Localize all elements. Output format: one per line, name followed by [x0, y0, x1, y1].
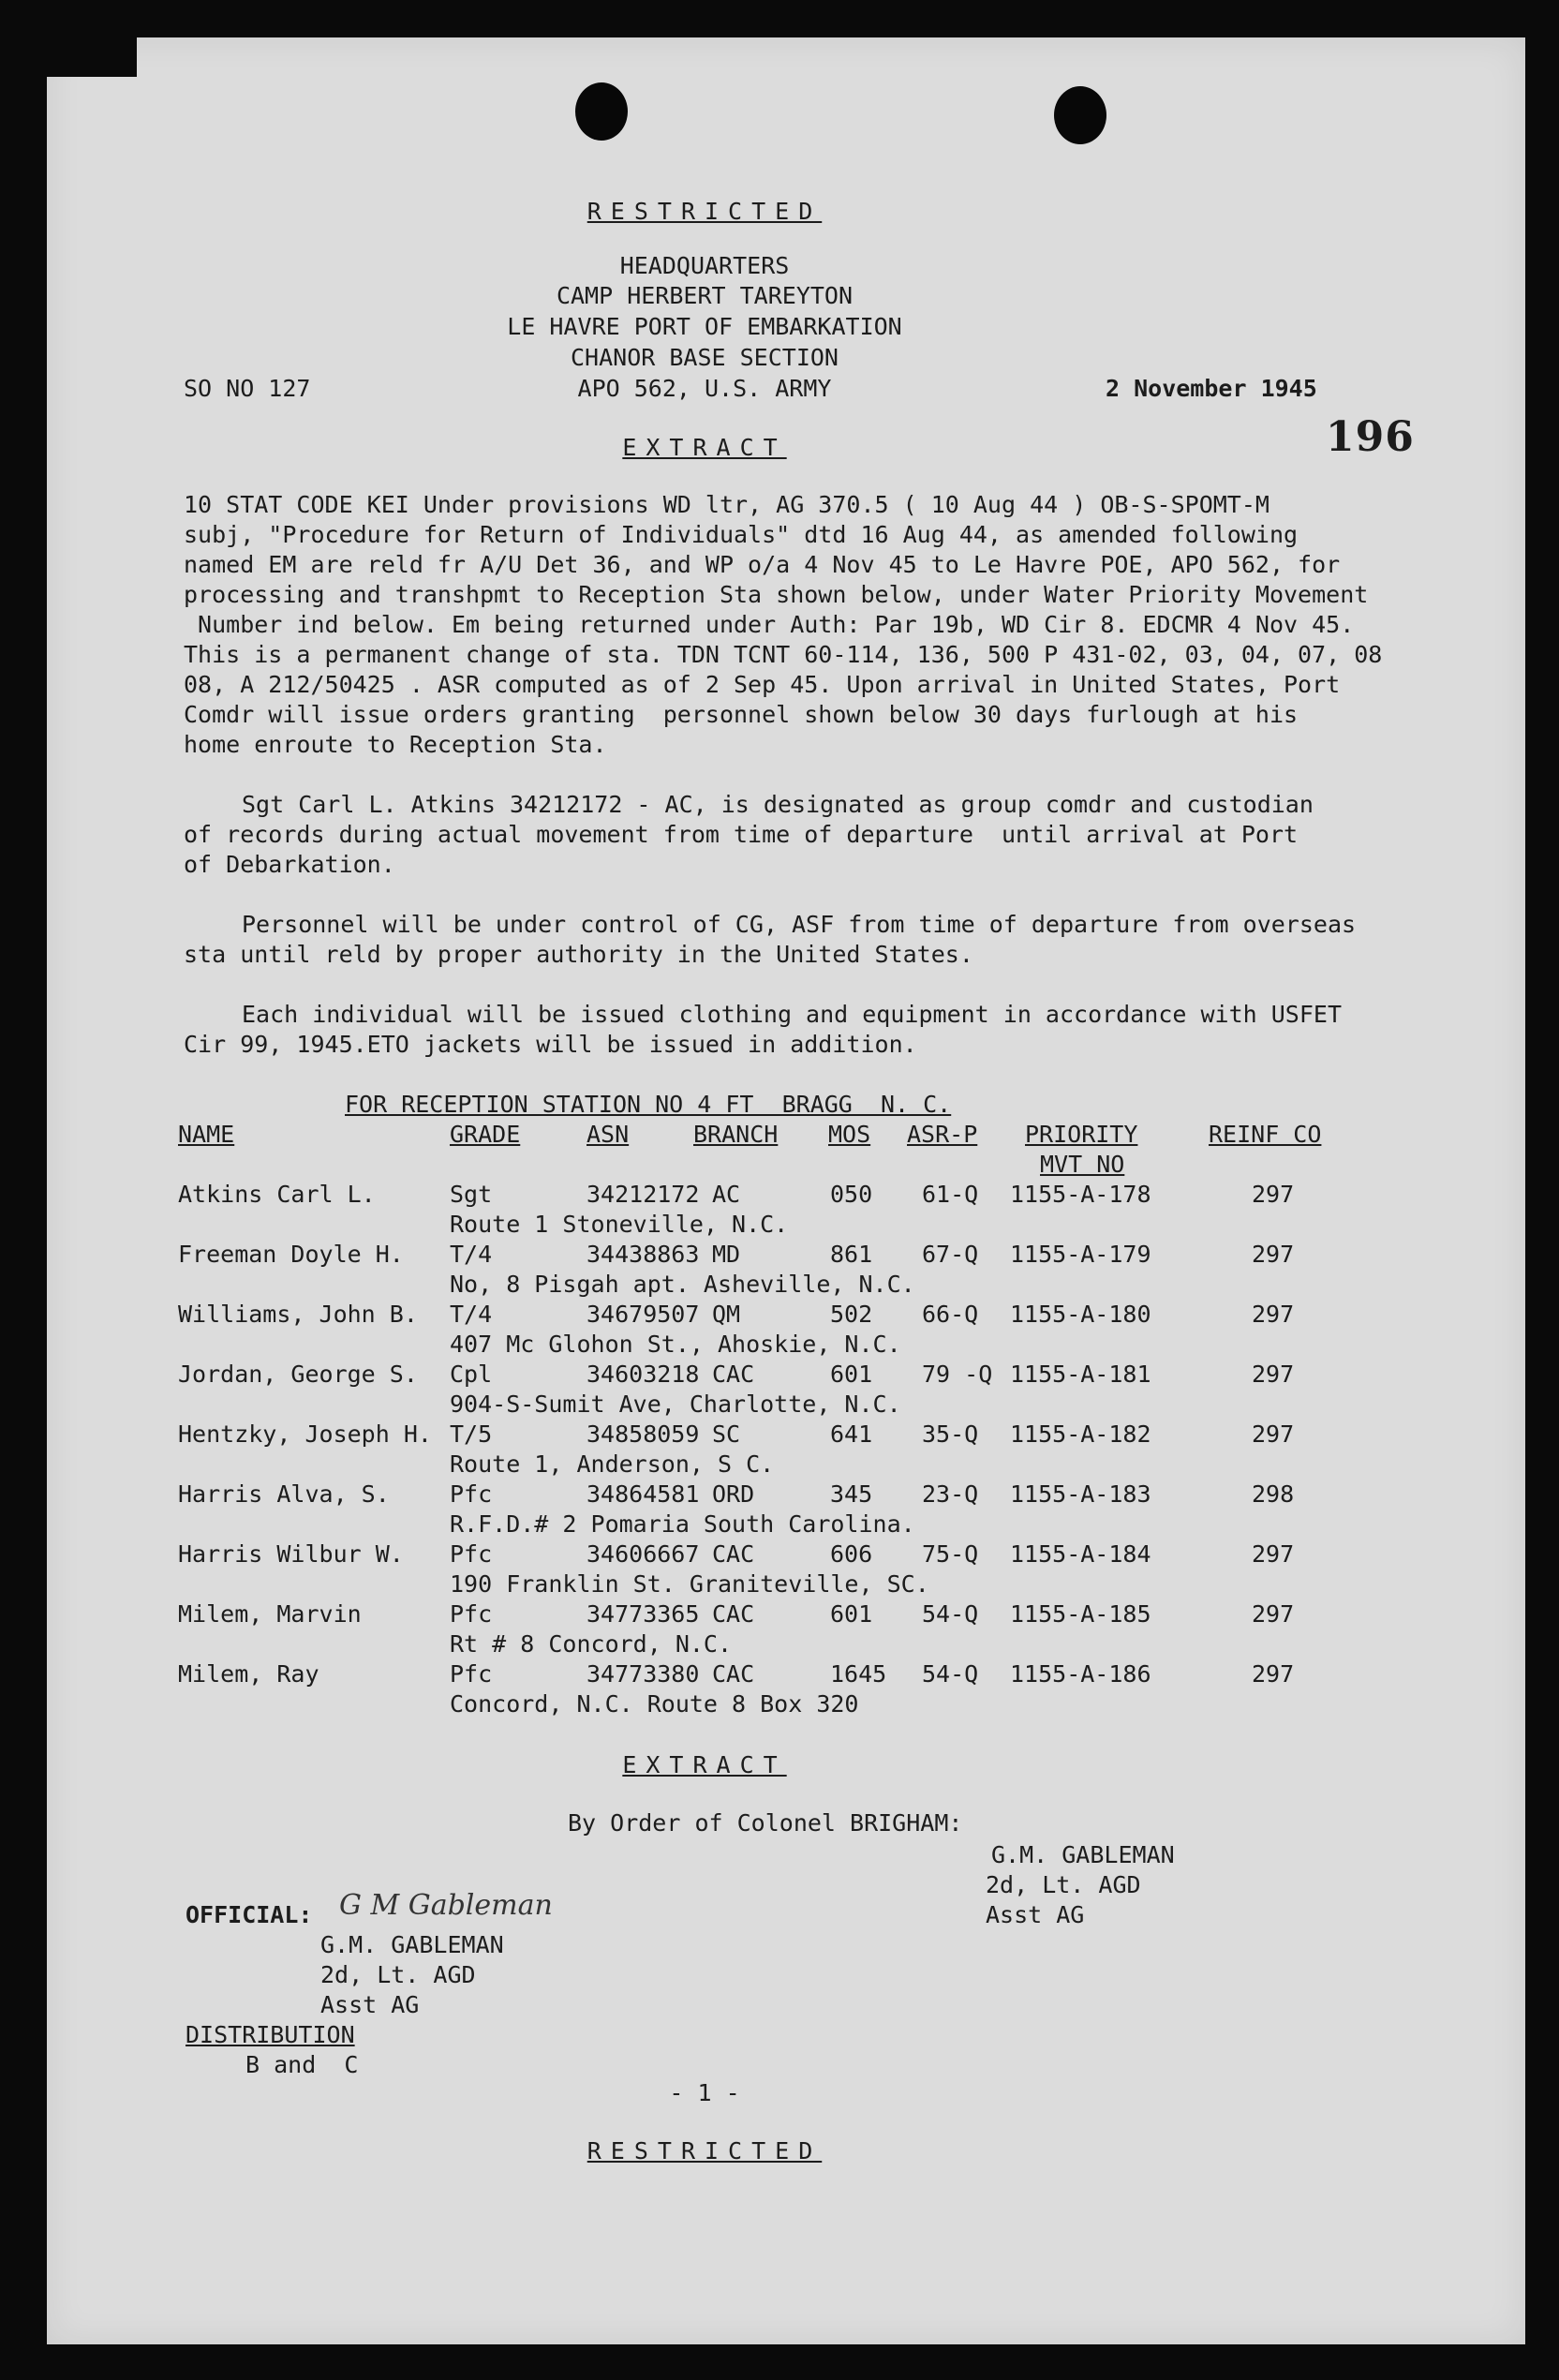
- row-mvt: 1155-A-185: [1010, 1600, 1151, 1628]
- distribution-label: DISTRIBUTION: [186, 2021, 355, 2048]
- row-branch: AC: [712, 1181, 741, 1208]
- restricted-top: RESTRICTED: [586, 198, 823, 225]
- row-asrp: 54-Q: [922, 1660, 979, 1688]
- row-address: Route 1 Stoneville, N.C.: [450, 1211, 789, 1238]
- row-reinf: 297: [1252, 1361, 1295, 1388]
- row-reinf: 297: [1252, 1540, 1295, 1568]
- row-mvt: 1155-A-182: [1010, 1421, 1151, 1448]
- extract-footer: EXTRACT: [622, 1751, 787, 1778]
- row-mvt: 1155-A-181: [1010, 1361, 1151, 1388]
- row-asrp: 61-Q: [922, 1181, 979, 1208]
- row-name: Jordan, George S.: [178, 1361, 418, 1388]
- signer-left-name: G.M. GABLEMAN: [320, 1931, 504, 1958]
- row-branch: ORD: [712, 1480, 755, 1508]
- para1-line: Number ind below. Em being returned under Auth: Par 19b, WD Cir 8. EDCMR 4 Nov 45.: [184, 611, 1355, 638]
- row-mos: 502: [830, 1301, 873, 1328]
- col-priority-mvt: MVT NO: [1040, 1151, 1125, 1178]
- header-line: LE HAVRE PORT OF EMBARKATION: [507, 313, 902, 340]
- row-branch: CAC: [712, 1540, 755, 1568]
- signer-left-rank: 2d, Lt. AGD: [320, 1961, 476, 1988]
- row-reinf: 297: [1252, 1181, 1295, 1208]
- row-mvt: 1155-A-186: [1010, 1660, 1151, 1688]
- official-signature: G M Gableman: [339, 1889, 553, 1922]
- row-branch: CAC: [712, 1600, 755, 1628]
- row-asrp: 54-Q: [922, 1600, 979, 1628]
- extract-title: EXTRACT: [622, 434, 787, 461]
- row-grade: Sgt: [450, 1181, 493, 1208]
- row-branch: QM: [712, 1301, 741, 1328]
- row-asrp: 23-Q: [922, 1480, 979, 1508]
- row-asrp: 66-Q: [922, 1301, 979, 1328]
- row-reinf: 297: [1252, 1241, 1295, 1268]
- row-branch: CAC: [712, 1660, 755, 1688]
- row-branch: CAC: [712, 1361, 755, 1388]
- row-asn: 34603218: [586, 1361, 700, 1388]
- row-address: Route 1, Anderson, S C.: [450, 1450, 775, 1478]
- row-address: 904-S-Sumit Ave, Charlotte, N.C.: [450, 1391, 901, 1418]
- para2-line: of records during actual movement from time of departure until arrival at Port: [184, 821, 1299, 848]
- para3-line: sta until reld by proper authority in the United States.: [184, 941, 973, 968]
- row-asn: 34858059: [586, 1421, 700, 1448]
- para1-line: home enroute to Reception Sta.: [184, 731, 607, 758]
- row-mvt: 1155-A-183: [1010, 1480, 1151, 1508]
- row-asrp: 67-Q: [922, 1241, 979, 1268]
- row-mos: 601: [830, 1361, 873, 1388]
- row-asrp: 79 -Q: [922, 1361, 993, 1388]
- row-name: Milem, Ray: [178, 1660, 319, 1688]
- row-grade: Cpl: [450, 1361, 493, 1388]
- row-asn: 34864581: [586, 1480, 700, 1508]
- row-reinf: 298: [1252, 1480, 1295, 1508]
- row-reinf: 297: [1252, 1600, 1295, 1628]
- para1-line: subj, "Procedure for Return of Individuals" dtd 16 Aug 44, as amended following: [184, 521, 1299, 548]
- para1-line: This is a permanent change of sta. TDN TCNT 60-114, 136, 500 P 431-02, 03, 04, 07, 08: [184, 641, 1383, 668]
- restricted-bottom: RESTRICTED: [586, 2137, 823, 2164]
- row-branch: SC: [712, 1421, 741, 1448]
- row-address: 190 Franklin St. Graniteville, SC.: [450, 1570, 929, 1598]
- page-number: - 1 -: [669, 2079, 740, 2106]
- row-mos: 050: [830, 1181, 873, 1208]
- punch-hole: [1054, 86, 1106, 144]
- para1-line: 08, A 212/50425 . ASR computed as of 2 Sep 45. Upon arrival in United States, Port: [184, 671, 1341, 698]
- row-mvt: 1155-A-178: [1010, 1181, 1151, 1208]
- col-reinf: REINF CO: [1209, 1121, 1322, 1148]
- row-grade: Pfc: [450, 1600, 493, 1628]
- col-name: NAME: [178, 1121, 235, 1148]
- page-stamp: 196: [1326, 413, 1415, 461]
- signer-right-name: G.M. GABLEMAN: [991, 1841, 1175, 1868]
- row-reinf: 297: [1252, 1301, 1295, 1328]
- row-name: Milem, Marvin: [178, 1600, 362, 1628]
- row-grade: Pfc: [450, 1480, 493, 1508]
- col-branch: BRANCH: [693, 1121, 779, 1148]
- table-heading: FOR RECEPTION STATION NO 4 FT BRAGG N. C.: [345, 1091, 952, 1118]
- official-label: OFFICIAL:: [186, 1901, 313, 1928]
- distribution-value: B and C: [245, 2051, 359, 2078]
- row-mos: 345: [830, 1480, 873, 1508]
- row-asrp: 35-Q: [922, 1421, 979, 1448]
- para4-line: Cir 99, 1945.ETO jackets will be issued in addition.: [184, 1031, 917, 1058]
- row-address: Concord, N.C. Route 8 Box 320: [450, 1690, 859, 1718]
- row-asn: 34606667: [586, 1540, 700, 1568]
- row-name: Freeman Doyle H.: [178, 1241, 404, 1268]
- col-asn: ASN: [586, 1121, 630, 1148]
- row-grade: T/4: [450, 1301, 493, 1328]
- col-mos: MOS: [828, 1121, 871, 1148]
- row-name: Hentzky, Joseph H.: [178, 1421, 432, 1448]
- para1-line: 10 STAT CODE KEI Under provisions WD ltr, AG 370.5 ( 10 Aug 44 ) OB-S-SPOMT-M: [184, 491, 1269, 518]
- row-asn: 34679507: [586, 1301, 700, 1328]
- signer-right-rank: 2d, Lt. AGD: [986, 1871, 1141, 1898]
- col-priority: PRIORITY: [1025, 1121, 1138, 1148]
- row-grade: Pfc: [450, 1540, 493, 1568]
- row-mos: 601: [830, 1600, 873, 1628]
- row-address: Rt # 8 Concord, N.C.: [450, 1630, 733, 1658]
- para1-line: processing and transhpmt to Reception Sta shown below, under Water Priority Movement: [184, 581, 1369, 608]
- signer-right-title: Asst AG: [986, 1901, 1085, 1928]
- row-mos: 861: [830, 1241, 873, 1268]
- punch-hole: [575, 82, 628, 141]
- row-name: Harris Alva, S.: [178, 1480, 390, 1508]
- row-name: Harris Wilbur W.: [178, 1540, 404, 1568]
- para3-line: Personnel will be under control of CG, ASF from time of departure from overseas: [242, 911, 1357, 938]
- col-grade: GRADE: [450, 1121, 521, 1148]
- para2-line: of Debarkation.: [184, 851, 395, 878]
- so-number: SO NO 127: [184, 375, 311, 402]
- row-reinf: 297: [1252, 1421, 1295, 1448]
- row-mvt: 1155-A-179: [1010, 1241, 1151, 1268]
- signer-left-title: Asst AG: [320, 1991, 420, 2018]
- row-mos: 1645: [830, 1660, 887, 1688]
- scan-edge-mark: [47, 37, 137, 77]
- row-mos: 641: [830, 1421, 873, 1448]
- row-asn: 34773380: [586, 1660, 700, 1688]
- row-asn: 34212172: [586, 1181, 700, 1208]
- row-asn: 34438863: [586, 1241, 700, 1268]
- row-asrp: 75-Q: [922, 1540, 979, 1568]
- row-mos: 606: [830, 1540, 873, 1568]
- para1-line: named EM are reld fr A/U Det 36, and WP o/a 4 Nov 45 to Le Havre POE, APO 562, for: [184, 551, 1341, 578]
- row-reinf: 297: [1252, 1660, 1295, 1688]
- row-name: Atkins Carl L.: [178, 1181, 376, 1208]
- row-address: 407 Mc Glohon St., Ahoskie, N.C.: [450, 1331, 901, 1358]
- header-line: HEADQUARTERS: [619, 252, 790, 279]
- para1-line: Comdr will issue orders granting personnel shown below 30 days furlough at his: [184, 701, 1299, 728]
- header-line: CHANOR BASE SECTION: [571, 344, 839, 371]
- col-asrp: ASR-P: [907, 1121, 978, 1148]
- row-name: Williams, John B.: [178, 1301, 418, 1328]
- by-order-line: By Order of Colonel BRIGHAM:: [568, 1809, 963, 1837]
- row-grade: T/4: [450, 1241, 493, 1268]
- document-date: 2 November 1945: [1106, 375, 1317, 402]
- header-line: CAMP HERBERT TAREYTON: [556, 282, 854, 309]
- row-mvt: 1155-A-184: [1010, 1540, 1151, 1568]
- para4-line: Each individual will be issued clothing and equipment in accordance with USFET: [242, 1001, 1342, 1028]
- row-grade: T/5: [450, 1421, 493, 1448]
- row-address: R.F.D.# 2 Pomaria South Carolina.: [450, 1510, 915, 1538]
- row-asn: 34773365: [586, 1600, 700, 1628]
- para2-line: Sgt Carl L. Atkins 34212172 - AC, is designated as group comdr and custodian: [242, 791, 1314, 818]
- row-branch: MD: [712, 1241, 741, 1268]
- row-address: No, 8 Pisgah apt. Asheville, N.C.: [450, 1271, 915, 1298]
- header-line: APO 562, U.S. ARMY: [577, 375, 832, 402]
- row-grade: Pfc: [450, 1660, 493, 1688]
- row-mvt: 1155-A-180: [1010, 1301, 1151, 1328]
